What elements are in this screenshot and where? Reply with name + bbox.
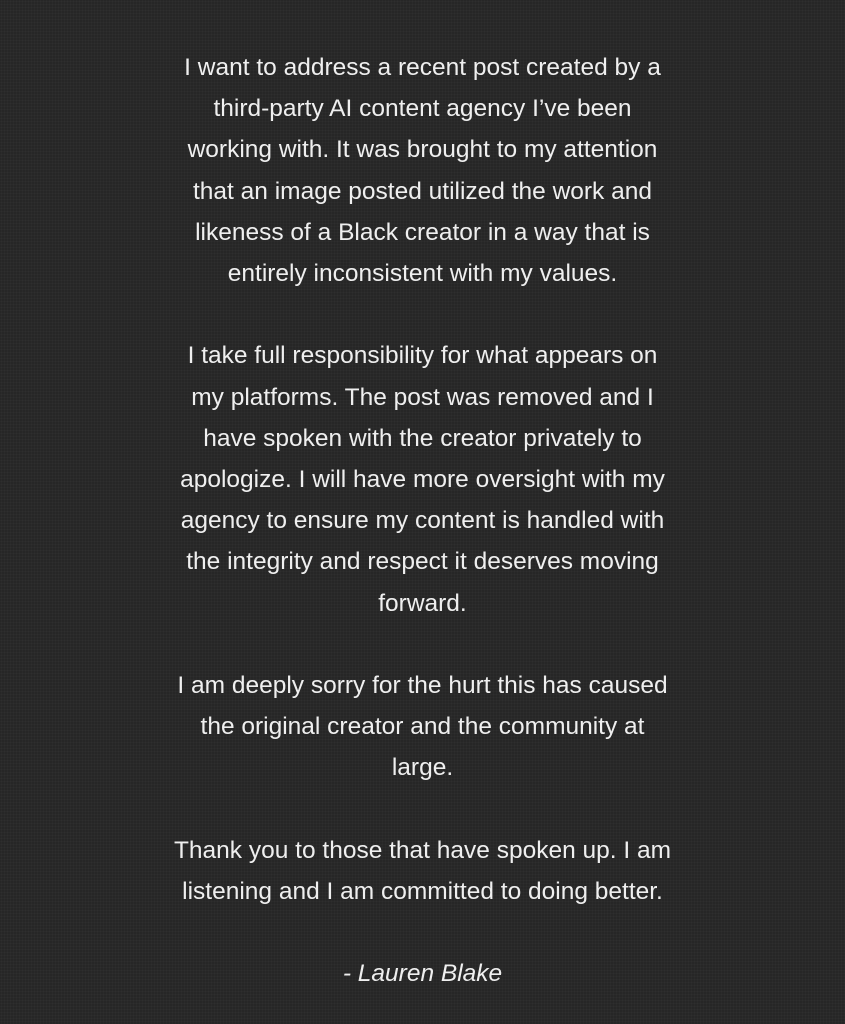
text-line: I take full responsibility for what appears on bbox=[187, 342, 658, 370]
text-line: likeness of a Black creator in a way that is bbox=[195, 218, 650, 246]
paragraph-responsibility bbox=[126, 335, 719, 623]
paragraph-apology bbox=[126, 665, 719, 789]
text-line: I am deeply sorry for the hurt this has caused bbox=[177, 672, 668, 700]
signature: - Lauren Blake bbox=[342, 960, 503, 988]
text-line: Thank you to those that have spoken up. I am bbox=[173, 836, 672, 864]
text-line: my platforms. The post was removed and I bbox=[191, 383, 654, 411]
text-line: apologize. I will have more oversight with my bbox=[180, 466, 665, 494]
text-line: working with. It was brought to my attention bbox=[187, 136, 658, 164]
paragraph-thanks bbox=[126, 830, 719, 912]
text-line: the original creator and the community at bbox=[200, 713, 645, 741]
text-line: agency to ensure my content is handled with bbox=[180, 507, 665, 535]
text-line: I want to address a recent post created by a bbox=[184, 54, 661, 81]
text-line: the integrity and respect it deserves moving bbox=[186, 548, 659, 576]
text-line: forward. bbox=[378, 589, 467, 617]
text-line: large. bbox=[391, 754, 454, 782]
text-line: have spoken with the creator privately to bbox=[203, 424, 642, 452]
text-line: listening and I am committed to doing better. bbox=[182, 878, 663, 906]
text-line: entirely inconsistent with my values. bbox=[227, 260, 618, 288]
text-line: third-party AI content agency I’ve been bbox=[213, 95, 632, 123]
paragraph-intro bbox=[126, 47, 719, 294]
text-line: that an image posted utilized the work and bbox=[193, 177, 652, 205]
